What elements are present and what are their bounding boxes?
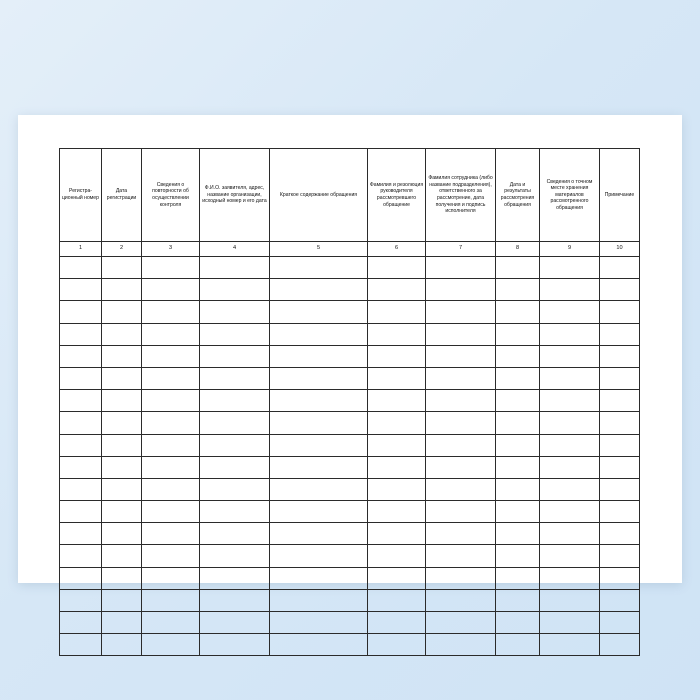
table-cell-col-6: [368, 390, 426, 412]
table-cell-col-4: [200, 345, 270, 367]
column-header-8: Дата и результаты рассмотрения обращения: [496, 149, 540, 242]
table-cell-col-7: [426, 412, 496, 434]
table-cell-col-9: [540, 634, 600, 656]
table-cell-col-9: [540, 434, 600, 456]
table-cell-col-7: [426, 523, 496, 545]
table-cell-col-4: [200, 323, 270, 345]
table-cell-col-1: [60, 345, 102, 367]
table-row: [60, 390, 640, 412]
column-header-5: Краткое содержание обращения: [270, 149, 368, 242]
table-cell-col-4: [200, 567, 270, 589]
table-cell-col-1: [60, 523, 102, 545]
column-number-5: 5: [270, 242, 368, 257]
table-cell-col-3: [142, 501, 200, 523]
table-cell-col-8: [496, 390, 540, 412]
table-cell-col-7: [426, 345, 496, 367]
table-cell-col-9: [540, 567, 600, 589]
table-cell-col-5: [270, 612, 368, 634]
table-cell-col-1: [60, 323, 102, 345]
table-cell-col-1: [60, 567, 102, 589]
table-cell-col-9: [540, 257, 600, 279]
table-cell-col-9: [540, 390, 600, 412]
table-cell-col-10: [600, 301, 640, 323]
table-cell-col-2: [102, 345, 142, 367]
table-cell-col-6: [368, 257, 426, 279]
table-cell-col-10: [600, 612, 640, 634]
column-number-6: 6: [368, 242, 426, 257]
table-cell-col-8: [496, 279, 540, 301]
table-cell-col-8: [496, 434, 540, 456]
table-cell-col-2: [102, 301, 142, 323]
table-cell-col-6: [368, 434, 426, 456]
table-cell-col-8: [496, 323, 540, 345]
table-cell-col-8: [496, 257, 540, 279]
column-number-1: 1: [60, 242, 102, 257]
table-cell-col-5: [270, 301, 368, 323]
document-paper: [18, 115, 682, 583]
table-cell-col-5: [270, 501, 368, 523]
table-cell-col-8: [496, 412, 540, 434]
table-cell-col-4: [200, 478, 270, 500]
table-cell-col-4: [200, 434, 270, 456]
table-cell-col-3: [142, 612, 200, 634]
table-cell-col-2: [102, 612, 142, 634]
table-cell-col-1: [60, 390, 102, 412]
table-cell-col-9: [540, 589, 600, 611]
table-cell-col-5: [270, 257, 368, 279]
column-header-1: Регистра-ционный номер: [60, 149, 102, 242]
column-number-10: 10: [600, 242, 640, 257]
table-cell-col-1: [60, 634, 102, 656]
column-number-8: 8: [496, 242, 540, 257]
table-cell-col-4: [200, 612, 270, 634]
table-cell-col-1: [60, 434, 102, 456]
table-cell-col-2: [102, 257, 142, 279]
table-cell-col-3: [142, 434, 200, 456]
table-cell-col-6: [368, 279, 426, 301]
table-cell-col-6: [368, 545, 426, 567]
table-cell-col-6: [368, 501, 426, 523]
column-number-4: 4: [200, 242, 270, 257]
table-cell-col-8: [496, 501, 540, 523]
table-cell-col-3: [142, 323, 200, 345]
table-cell-col-1: [60, 478, 102, 500]
table-cell-col-9: [540, 301, 600, 323]
table-cell-col-9: [540, 612, 600, 634]
table-cell-col-5: [270, 478, 368, 500]
table-cell-col-4: [200, 367, 270, 389]
table-cell-col-8: [496, 367, 540, 389]
table-cell-col-7: [426, 279, 496, 301]
table-cell-col-10: [600, 412, 640, 434]
table-cell-col-9: [540, 367, 600, 389]
table-cell-col-10: [600, 523, 640, 545]
table-cell-col-1: [60, 501, 102, 523]
column-number-9: 9: [540, 242, 600, 257]
table-cell-col-3: [142, 545, 200, 567]
table-cell-col-6: [368, 612, 426, 634]
table-cell-col-7: [426, 478, 496, 500]
table-cell-col-1: [60, 367, 102, 389]
table-cell-col-3: [142, 367, 200, 389]
table-cell-col-5: [270, 589, 368, 611]
table-cell-col-6: [368, 412, 426, 434]
table-cell-col-4: [200, 634, 270, 656]
table-cell-col-10: [600, 478, 640, 500]
table-cell-col-1: [60, 612, 102, 634]
table-cell-col-1: [60, 257, 102, 279]
table-cell-col-7: [426, 456, 496, 478]
table-cell-col-7: [426, 589, 496, 611]
table-cell-col-2: [102, 367, 142, 389]
journal-table: [59, 148, 640, 656]
table-cell-col-1: [60, 545, 102, 567]
table-cell-col-6: [368, 323, 426, 345]
table-row: [60, 523, 640, 545]
table-cell-col-9: [540, 456, 600, 478]
table-row: [60, 367, 640, 389]
table-cell-col-10: [600, 323, 640, 345]
table-cell-col-5: [270, 390, 368, 412]
table-row: [60, 567, 640, 589]
table-row: [60, 345, 640, 367]
table-cell-col-2: [102, 567, 142, 589]
table-row: [60, 301, 640, 323]
table-cell-col-6: [368, 634, 426, 656]
table-row: [60, 257, 640, 279]
table-cell-col-6: [368, 456, 426, 478]
table-cell-col-9: [540, 545, 600, 567]
table-cell-col-5: [270, 367, 368, 389]
table-cell-col-7: [426, 257, 496, 279]
table-cell-col-8: [496, 345, 540, 367]
table-cell-col-4: [200, 257, 270, 279]
table-cell-col-2: [102, 434, 142, 456]
table-cell-col-10: [600, 279, 640, 301]
table-cell-col-8: [496, 301, 540, 323]
table-cell-col-10: [600, 257, 640, 279]
table-cell-col-3: [142, 523, 200, 545]
table-cell-col-6: [368, 523, 426, 545]
column-header-3: Сведения о повторности об осуществлении контроля: [142, 149, 200, 242]
column-number-7: 7: [426, 242, 496, 257]
table-cell-col-7: [426, 301, 496, 323]
table-cell-col-3: [142, 589, 200, 611]
table-row: [60, 434, 640, 456]
table-cell-col-2: [102, 523, 142, 545]
table-cell-col-10: [600, 345, 640, 367]
table-cell-col-1: [60, 279, 102, 301]
column-number-2: 2: [102, 242, 142, 257]
table-cell-col-5: [270, 323, 368, 345]
table-header: [60, 149, 640, 257]
table-cell-col-6: [368, 367, 426, 389]
column-header-4: Ф.И.О. заявителя, адрес, название организации, исходный номер и его дата: [200, 149, 270, 242]
table-cell-col-3: [142, 257, 200, 279]
table-cell-col-6: [368, 301, 426, 323]
column-number-row: [60, 242, 640, 257]
table-cell-col-5: [270, 434, 368, 456]
table-cell-col-8: [496, 567, 540, 589]
table-cell-col-6: [368, 589, 426, 611]
table-cell-col-7: [426, 434, 496, 456]
table-cell-col-6: [368, 345, 426, 367]
table-row: [60, 279, 640, 301]
table-cell-col-4: [200, 456, 270, 478]
table-cell-col-4: [200, 279, 270, 301]
table-cell-col-2: [102, 456, 142, 478]
table-cell-col-9: [540, 478, 600, 500]
table-cell-col-9: [540, 412, 600, 434]
table-cell-col-7: [426, 367, 496, 389]
table-cell-col-7: [426, 545, 496, 567]
table-row: [60, 323, 640, 345]
table-cell-col-3: [142, 279, 200, 301]
table-cell-col-4: [200, 545, 270, 567]
table-cell-col-5: [270, 523, 368, 545]
table-cell-col-2: [102, 412, 142, 434]
table-cell-col-2: [102, 478, 142, 500]
table-cell-col-9: [540, 345, 600, 367]
table-cell-col-5: [270, 412, 368, 434]
table-cell-col-2: [102, 279, 142, 301]
table-cell-col-10: [600, 545, 640, 567]
table-cell-col-6: [368, 478, 426, 500]
table-row: [60, 589, 640, 611]
table-cell-col-10: [600, 567, 640, 589]
table-cell-col-5: [270, 545, 368, 567]
table-cell-col-9: [540, 279, 600, 301]
table-cell-col-7: [426, 323, 496, 345]
table-cell-col-10: [600, 456, 640, 478]
journal-table-wrapper: [59, 148, 639, 656]
table-row: [60, 612, 640, 634]
table-row: [60, 501, 640, 523]
table-cell-col-1: [60, 589, 102, 611]
table-cell-col-3: [142, 390, 200, 412]
table-cell-col-7: [426, 390, 496, 412]
table-cell-col-2: [102, 634, 142, 656]
table-cell-col-5: [270, 345, 368, 367]
table-cell-col-10: [600, 634, 640, 656]
table-cell-col-5: [270, 567, 368, 589]
table-cell-col-10: [600, 501, 640, 523]
table-cell-col-5: [270, 279, 368, 301]
table-cell-col-4: [200, 301, 270, 323]
table-row: [60, 456, 640, 478]
table-cell-col-8: [496, 456, 540, 478]
column-header-7: Фамилия сотрудника (либо название подразделения), ответственного за рассмотрение, дата получения и подпись исполнителя: [426, 149, 496, 242]
table-cell-col-3: [142, 567, 200, 589]
table-cell-col-3: [142, 634, 200, 656]
header-row: [60, 149, 640, 242]
column-number-3: 3: [142, 242, 200, 257]
table-cell-col-1: [60, 301, 102, 323]
table-cell-col-2: [102, 390, 142, 412]
column-header-10: Примечание: [600, 149, 640, 242]
column-header-9: Сведения о точном месте хранения материалов рассмотренного обращения: [540, 149, 600, 242]
table-row: [60, 545, 640, 567]
table-cell-col-9: [540, 523, 600, 545]
table-row: [60, 634, 640, 656]
table-cell-col-2: [102, 545, 142, 567]
table-cell-col-4: [200, 589, 270, 611]
table-cell-col-2: [102, 501, 142, 523]
table-cell-col-8: [496, 589, 540, 611]
table-cell-col-8: [496, 523, 540, 545]
table-row: [60, 478, 640, 500]
table-cell-col-7: [426, 634, 496, 656]
table-cell-col-1: [60, 412, 102, 434]
table-cell-col-10: [600, 367, 640, 389]
table-cell-col-6: [368, 567, 426, 589]
table-cell-col-3: [142, 412, 200, 434]
table-cell-col-3: [142, 478, 200, 500]
table-cell-col-9: [540, 501, 600, 523]
table-cell-col-10: [600, 434, 640, 456]
column-header-2: Дата регистрации: [102, 149, 142, 242]
table-cell-col-2: [102, 589, 142, 611]
table-cell-col-7: [426, 567, 496, 589]
table-cell-col-3: [142, 301, 200, 323]
table-cell-col-8: [496, 545, 540, 567]
table-cell-col-4: [200, 523, 270, 545]
table-cell-col-8: [496, 612, 540, 634]
table-cell-col-3: [142, 345, 200, 367]
table-row: [60, 412, 640, 434]
table-cell-col-5: [270, 456, 368, 478]
table-body: [60, 257, 640, 656]
table-cell-col-4: [200, 412, 270, 434]
column-header-6: Фамилия и резолюция руководителя рассмотревшего обращение: [368, 149, 426, 242]
table-cell-col-7: [426, 501, 496, 523]
table-cell-col-4: [200, 390, 270, 412]
table-cell-col-9: [540, 323, 600, 345]
table-cell-col-7: [426, 612, 496, 634]
table-cell-col-10: [600, 390, 640, 412]
table-cell-col-10: [600, 589, 640, 611]
table-cell-col-1: [60, 456, 102, 478]
table-cell-col-3: [142, 456, 200, 478]
table-cell-col-5: [270, 634, 368, 656]
table-cell-col-8: [496, 634, 540, 656]
table-cell-col-4: [200, 501, 270, 523]
table-cell-col-8: [496, 478, 540, 500]
table-cell-col-2: [102, 323, 142, 345]
